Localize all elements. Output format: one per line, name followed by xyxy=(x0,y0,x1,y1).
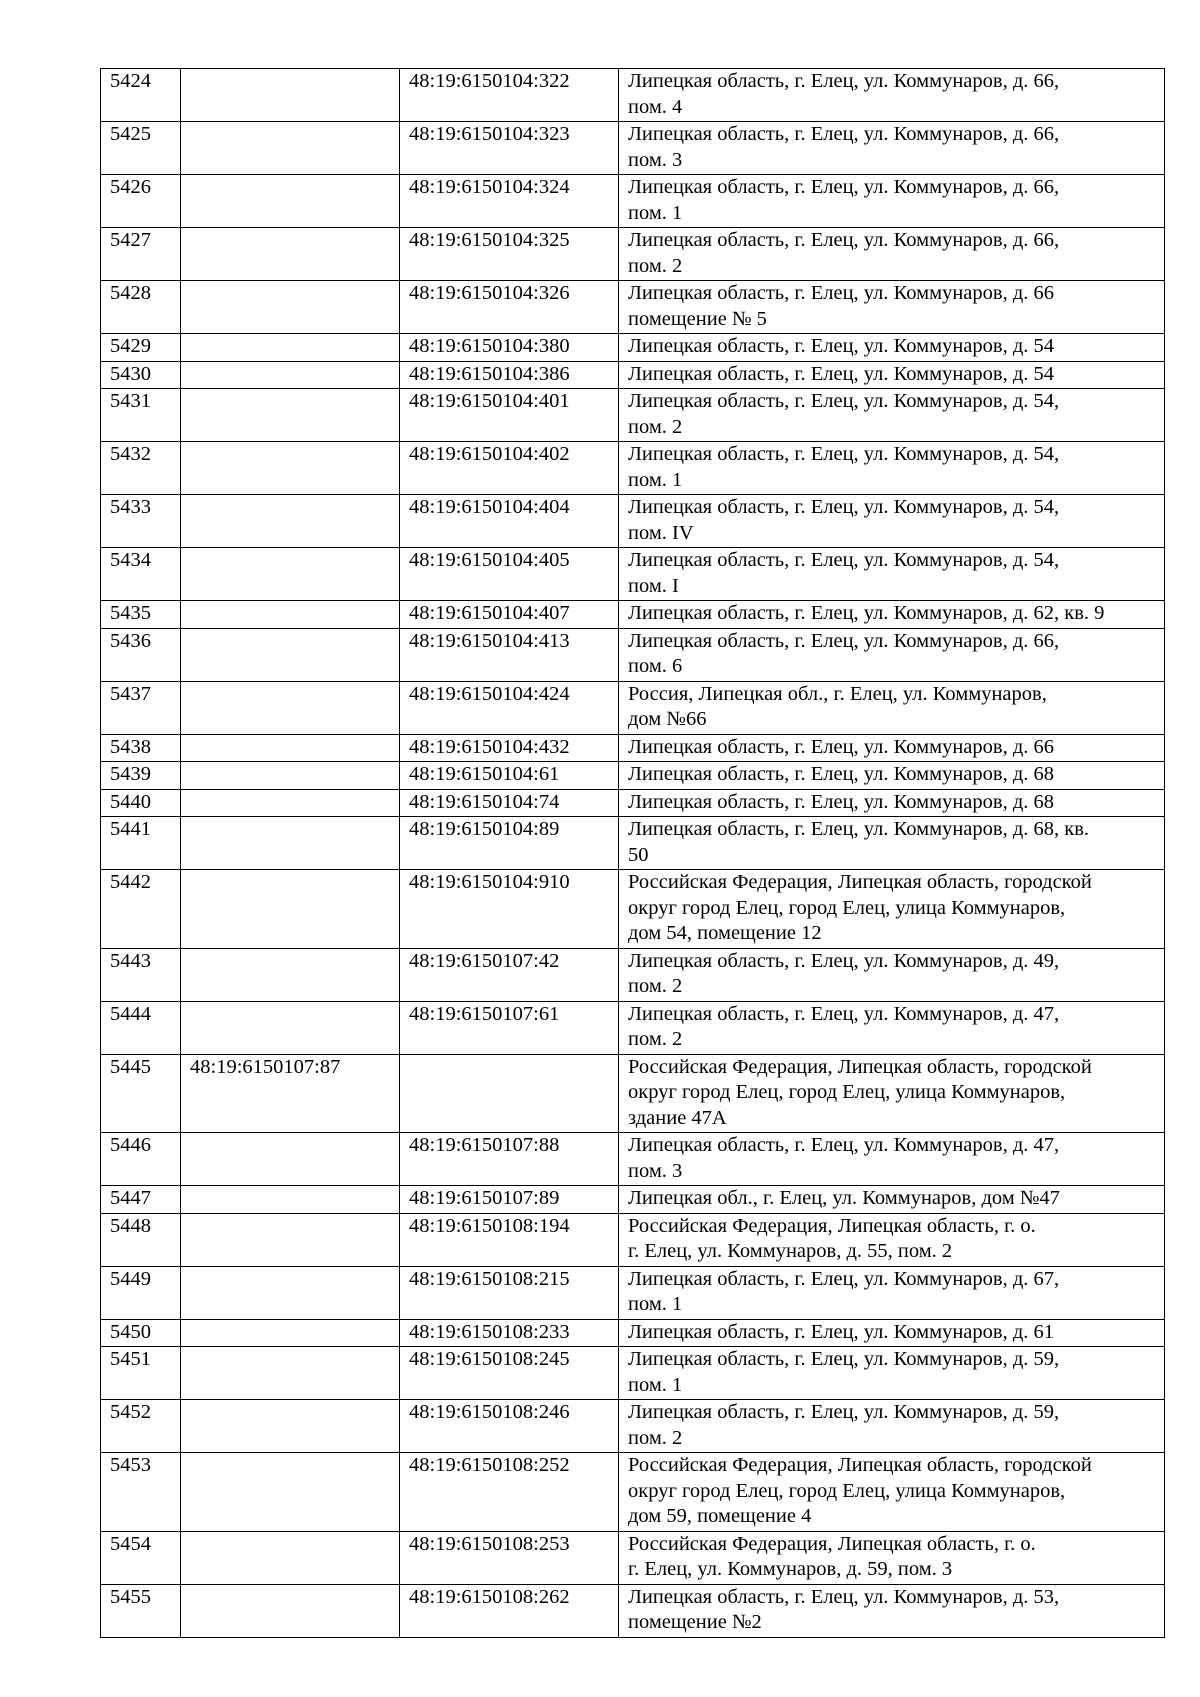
cadastral-number-cell xyxy=(181,1453,400,1532)
cadastral-number-alt-cell: 48:19:6150104:424 xyxy=(400,681,619,734)
cadastral-number-alt-cell: 48:19:6150104:401 xyxy=(400,389,619,442)
table-row xyxy=(101,1347,1165,1400)
address-cell: Российская Федерация, Липецкая область, г. о. г. Елец, ул. Коммунаров, д. 55, пом. 2 xyxy=(619,1213,1165,1266)
address-cell: Липецкая область, г. Елец, ул. Коммунаров, д. 66, пом. 1 xyxy=(619,175,1165,228)
cadastral-number-alt-cell: 48:19:6150104:61 xyxy=(400,762,619,790)
table-row xyxy=(101,1584,1165,1637)
cadastral-number-alt-cell: 48:19:6150108:262 xyxy=(400,1584,619,1637)
cadastral-number-alt-cell: 48:19:6150104:910 xyxy=(400,870,619,949)
row-number-cell: 5437 xyxy=(101,681,181,734)
cadastral-number-cell xyxy=(181,389,400,442)
table-row xyxy=(101,1213,1165,1266)
table-row xyxy=(101,1453,1165,1532)
table-row xyxy=(101,1400,1165,1453)
row-number-cell: 5429 xyxy=(101,334,181,362)
row-number-cell: 5441 xyxy=(101,817,181,870)
row-number-cell: 5450 xyxy=(101,1319,181,1347)
row-number-cell: 5451 xyxy=(101,1347,181,1400)
row-number-cell: 5434 xyxy=(101,548,181,601)
row-number-cell: 5438 xyxy=(101,734,181,762)
row-number-cell: 5452 xyxy=(101,1400,181,1453)
cadastral-number-alt-cell: 48:19:6150104:323 xyxy=(400,122,619,175)
address-cell: Липецкая область, г. Елец, ул. Коммунаров, д. 54, пом. I xyxy=(619,548,1165,601)
address-cell: Липецкая область, г. Елец, ул. Коммунаров, д. 66 xyxy=(619,734,1165,762)
row-number-cell: 5455 xyxy=(101,1584,181,1637)
table-row xyxy=(101,870,1165,949)
row-number-cell: 5446 xyxy=(101,1133,181,1186)
cadastral-number-alt-cell: 48:19:6150104:325 xyxy=(400,228,619,281)
table-row xyxy=(101,548,1165,601)
row-number-cell: 5432 xyxy=(101,442,181,495)
cadastral-number-alt-cell: 48:19:6150104:405 xyxy=(400,548,619,601)
cadastral-number-alt-cell: 48:19:6150104:326 xyxy=(400,281,619,334)
registry-table xyxy=(100,68,1165,1638)
cadastral-number-cell xyxy=(181,789,400,817)
cadastral-number-cell xyxy=(181,1319,400,1347)
cadastral-number-cell xyxy=(181,601,400,629)
table-row xyxy=(101,1054,1165,1133)
address-cell: Липецкая область, г. Елец, ул. Коммунаров, д. 54, пом. IV xyxy=(619,495,1165,548)
row-number-cell: 5448 xyxy=(101,1213,181,1266)
address-cell: Липецкая область, г. Елец, ул. Коммунаров, д. 47, пом. 3 xyxy=(619,1133,1165,1186)
cadastral-number-cell xyxy=(181,1347,400,1400)
address-cell: Липецкая область, г. Елец, ул. Коммунаров, д. 54 xyxy=(619,361,1165,389)
address-cell: Россия, Липецкая обл., г. Елец, ул. Коммунаров, дом №66 xyxy=(619,681,1165,734)
address-cell: Липецкая область, г. Елец, ул. Коммунаров, д. 59, пом. 2 xyxy=(619,1400,1165,1453)
table-row xyxy=(101,1531,1165,1584)
address-cell: Российская Федерация, Липецкая область, городской округ город Елец, город Елец, улица Коммунаров, здание 47А xyxy=(619,1054,1165,1133)
address-cell: Липецкая область, г. Елец, ул. Коммунаров, д. 59, пом. 1 xyxy=(619,1347,1165,1400)
registry-table-body xyxy=(101,69,1165,1638)
table-row xyxy=(101,495,1165,548)
cadastral-number-cell xyxy=(181,1400,400,1453)
row-number-cell: 5436 xyxy=(101,628,181,681)
row-number-cell: 5428 xyxy=(101,281,181,334)
cadastral-number-cell xyxy=(181,681,400,734)
cadastral-number-cell xyxy=(181,948,400,1001)
table-row xyxy=(101,1133,1165,1186)
table-row xyxy=(101,681,1165,734)
cadastral-number-cell xyxy=(181,69,400,122)
row-number-cell: 5454 xyxy=(101,1531,181,1584)
row-number-cell: 5449 xyxy=(101,1266,181,1319)
table-row xyxy=(101,762,1165,790)
cadastral-number-alt-cell: 48:19:6150108:253 xyxy=(400,1531,619,1584)
address-cell: Липецкая область, г. Елец, ул. Коммунаров, д. 54 xyxy=(619,334,1165,362)
cadastral-number-cell xyxy=(181,548,400,601)
address-cell: Липецкая обл., г. Елец, ул. Коммунаров, дом №47 xyxy=(619,1186,1165,1214)
address-cell: Липецкая область, г. Елец, ул. Коммунаров, д. 54, пом. 2 xyxy=(619,389,1165,442)
cadastral-number-alt-cell: 48:19:6150104:74 xyxy=(400,789,619,817)
row-number-cell: 5447 xyxy=(101,1186,181,1214)
cadastral-number-cell xyxy=(181,1001,400,1054)
table-row xyxy=(101,1266,1165,1319)
address-cell: Липецкая область, г. Елец, ул. Коммунаров, д. 47, пом. 2 xyxy=(619,1001,1165,1054)
cadastral-number-cell xyxy=(181,175,400,228)
cadastral-number-cell xyxy=(181,628,400,681)
table-row xyxy=(101,817,1165,870)
cadastral-number-cell: 48:19:6150107:87 xyxy=(181,1054,400,1133)
cadastral-number-alt-cell: 48:19:6150108:252 xyxy=(400,1453,619,1532)
cadastral-number-alt-cell: 48:19:6150104:407 xyxy=(400,601,619,629)
table-row xyxy=(101,734,1165,762)
address-cell: Российская Федерация, Липецкая область, городской округ город Елец, город Елец, улица Коммунаров, дом 54, помещение 12 xyxy=(619,870,1165,949)
cadastral-number-alt-cell: 48:19:6150104:380 xyxy=(400,334,619,362)
table-row xyxy=(101,122,1165,175)
table-row xyxy=(101,1186,1165,1214)
cadastral-number-cell xyxy=(181,361,400,389)
row-number-cell: 5440 xyxy=(101,789,181,817)
table-row xyxy=(101,389,1165,442)
cadastral-number-alt-cell: 48:19:6150107:42 xyxy=(400,948,619,1001)
cadastral-number-cell xyxy=(181,1186,400,1214)
address-cell: Липецкая область, г. Елец, ул. Коммунаров, д. 54, пом. 1 xyxy=(619,442,1165,495)
table-row xyxy=(101,601,1165,629)
address-cell: Липецкая область, г. Елец, ул. Коммунаров, д. 49, пом. 2 xyxy=(619,948,1165,1001)
cadastral-number-cell xyxy=(181,334,400,362)
row-number-cell: 5426 xyxy=(101,175,181,228)
address-cell: Липецкая область, г. Елец, ул. Коммунаров, д. 68, кв. 50 xyxy=(619,817,1165,870)
cadastral-number-cell xyxy=(181,1584,400,1637)
table-row xyxy=(101,628,1165,681)
cadastral-number-alt-cell: 48:19:6150104:324 xyxy=(400,175,619,228)
address-cell: Липецкая область, г. Елец, ул. Коммунаров, д. 66, пом. 3 xyxy=(619,122,1165,175)
cadastral-number-alt-cell: 48:19:6150108:215 xyxy=(400,1266,619,1319)
cadastral-number-alt-cell: 48:19:6150107:61 xyxy=(400,1001,619,1054)
cadastral-number-cell xyxy=(181,1133,400,1186)
cadastral-number-alt-cell: 48:19:6150104:386 xyxy=(400,361,619,389)
row-number-cell: 5433 xyxy=(101,495,181,548)
address-cell: Липецкая область, г. Елец, ул. Коммунаров, д. 67, пом. 1 xyxy=(619,1266,1165,1319)
address-cell: Липецкая область, г. Елец, ул. Коммунаров, д. 68 xyxy=(619,762,1165,790)
row-number-cell: 5431 xyxy=(101,389,181,442)
table-row xyxy=(101,175,1165,228)
cadastral-number-cell xyxy=(181,762,400,790)
row-number-cell: 5424 xyxy=(101,69,181,122)
table-row xyxy=(101,442,1165,495)
address-cell: Липецкая область, г. Елец, ул. Коммунаров, д. 62, кв. 9 xyxy=(619,601,1165,629)
cadastral-number-cell xyxy=(181,495,400,548)
row-number-cell: 5453 xyxy=(101,1453,181,1532)
row-number-cell: 5425 xyxy=(101,122,181,175)
cadastral-number-cell xyxy=(181,281,400,334)
cadastral-number-cell xyxy=(181,1213,400,1266)
row-number-cell: 5444 xyxy=(101,1001,181,1054)
table-row xyxy=(101,281,1165,334)
cadastral-number-alt-cell: 48:19:6150107:88 xyxy=(400,1133,619,1186)
address-cell: Липецкая область, г. Елец, ул. Коммунаров, д. 68 xyxy=(619,789,1165,817)
address-cell: Российская Федерация, Липецкая область, г. о. г. Елец, ул. Коммунаров, д. 59, пом. 3 xyxy=(619,1531,1165,1584)
cadastral-number-cell xyxy=(181,228,400,281)
row-number-cell: 5427 xyxy=(101,228,181,281)
address-cell: Липецкая область, г. Елец, ул. Коммунаров, д. 66 помещение № 5 xyxy=(619,281,1165,334)
row-number-cell: 5430 xyxy=(101,361,181,389)
row-number-cell: 5443 xyxy=(101,948,181,1001)
address-cell: Липецкая область, г. Елец, ул. Коммунаров, д. 53, помещение №2 xyxy=(619,1584,1165,1637)
row-number-cell: 5445 xyxy=(101,1054,181,1133)
cadastral-number-alt-cell: 48:19:6150108:233 xyxy=(400,1319,619,1347)
cadastral-number-alt-cell: 48:19:6150104:402 xyxy=(400,442,619,495)
table-row xyxy=(101,948,1165,1001)
row-number-cell: 5442 xyxy=(101,870,181,949)
cadastral-number-cell xyxy=(181,734,400,762)
table-row xyxy=(101,1319,1165,1347)
cadastral-number-alt-cell: 48:19:6150104:322 xyxy=(400,69,619,122)
cadastral-number-cell xyxy=(181,442,400,495)
cadastral-number-alt-cell xyxy=(400,1054,619,1133)
table-row xyxy=(101,1001,1165,1054)
cadastral-number-alt-cell: 48:19:6150104:413 xyxy=(400,628,619,681)
row-number-cell: 5439 xyxy=(101,762,181,790)
cadastral-number-alt-cell: 48:19:6150104:89 xyxy=(400,817,619,870)
table-row xyxy=(101,789,1165,817)
row-number-cell: 5435 xyxy=(101,601,181,629)
address-cell: Липецкая область, г. Елец, ул. Коммунаров, д. 66, пом. 2 xyxy=(619,228,1165,281)
cadastral-number-alt-cell: 48:19:6150107:89 xyxy=(400,1186,619,1214)
address-cell: Липецкая область, г. Елец, ул. Коммунаров, д. 66, пом. 6 xyxy=(619,628,1165,681)
table-row xyxy=(101,361,1165,389)
cadastral-number-cell xyxy=(181,817,400,870)
address-cell: Липецкая область, г. Елец, ул. Коммунаров, д. 61 xyxy=(619,1319,1165,1347)
cadastral-number-alt-cell: 48:19:6150108:246 xyxy=(400,1400,619,1453)
cadastral-number-cell xyxy=(181,870,400,949)
address-cell: Российская Федерация, Липецкая область, городской округ город Елец, город Елец, улица Коммунаров, дом 59, помещение 4 xyxy=(619,1453,1165,1532)
address-cell: Липецкая область, г. Елец, ул. Коммунаров, д. 66, пом. 4 xyxy=(619,69,1165,122)
table-row xyxy=(101,228,1165,281)
table-row xyxy=(101,69,1165,122)
cadastral-number-alt-cell: 48:19:6150104:432 xyxy=(400,734,619,762)
cadastral-number-alt-cell: 48:19:6150108:245 xyxy=(400,1347,619,1400)
cadastral-number-alt-cell: 48:19:6150108:194 xyxy=(400,1213,619,1266)
cadastral-number-cell xyxy=(181,1266,400,1319)
cadastral-number-cell xyxy=(181,1531,400,1584)
cadastral-number-cell xyxy=(181,122,400,175)
table-row xyxy=(101,334,1165,362)
cadastral-number-alt-cell: 48:19:6150104:404 xyxy=(400,495,619,548)
